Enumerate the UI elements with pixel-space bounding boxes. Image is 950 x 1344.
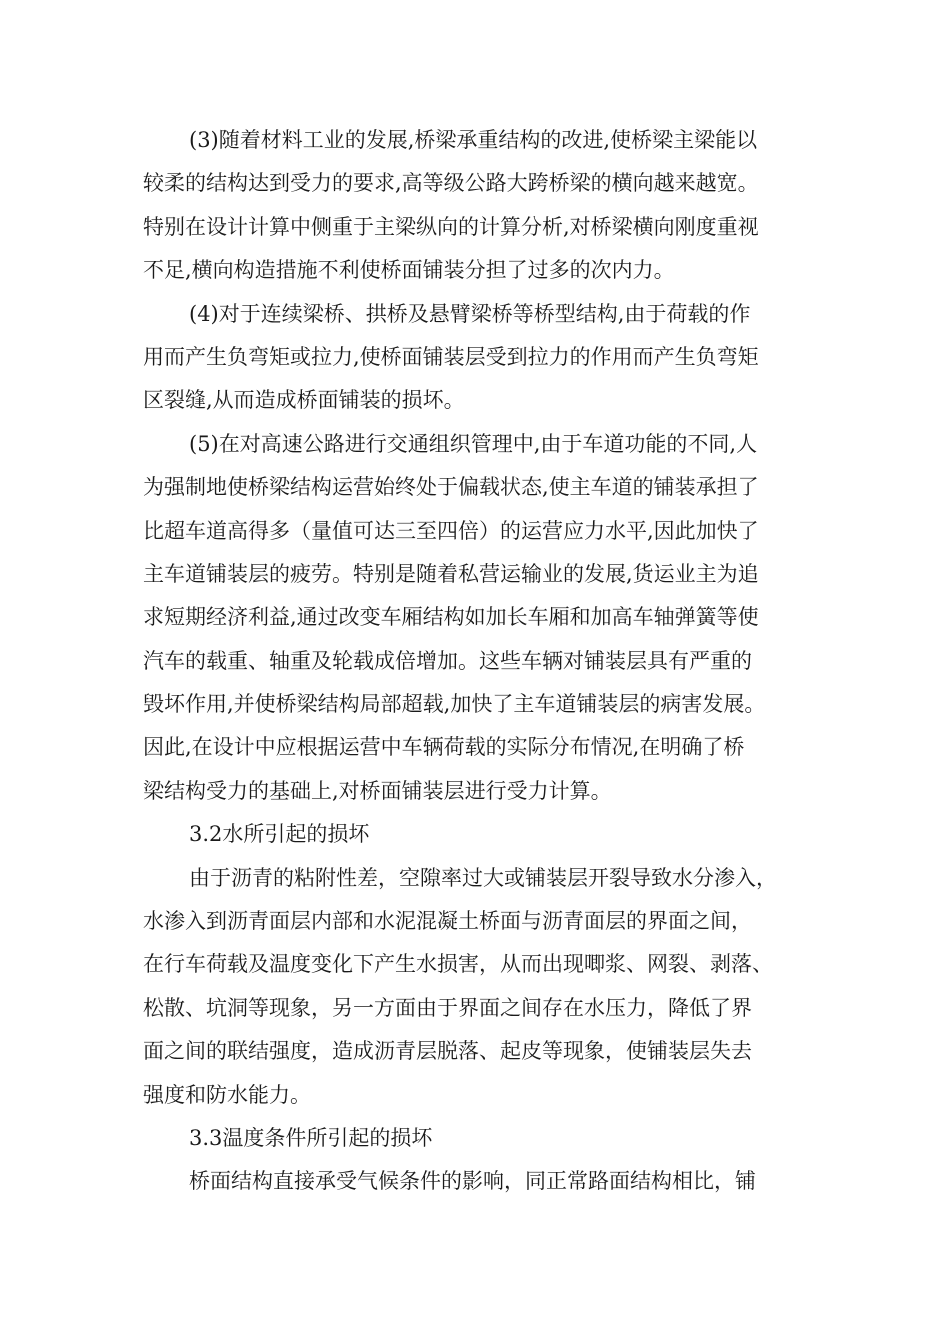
text-line: 水渗入到沥青面层内部和水泥混凝土桥面与沥青面层的界面之间， — [143, 909, 752, 934]
text-line: 3.2水所引起的损坏 — [189, 822, 370, 847]
text-line: 松散、坑洞等现象，另一方面由于界面之间存在水压力，降低了界 — [143, 995, 752, 1020]
text-line: 3.3温度条件所引起的损坏 — [189, 1125, 433, 1150]
text-line: 因此,在设计中应根据运营中车辆荷载的实际分布情况,在明确了桥 — [143, 735, 745, 760]
text-line: (3)随着材料工业的发展,桥梁承重结构的改进,使桥梁主梁能以 — [189, 128, 758, 152]
text-line: 由于沥青的粘附性差，空隙率过大或铺装层开裂导致水分渗入， — [189, 865, 777, 890]
text-line: 区裂缝,从而造成桥面铺装的损坏。 — [143, 388, 465, 413]
text-line: 特别在设计计算中侧重于主梁纵向的计算分析,对桥梁横向刚度重视 — [143, 214, 759, 239]
text-line: (4)对于连续梁桥、拱桥及悬臂梁桥等桥型结构,由于荷载的作 — [189, 301, 751, 326]
document-body — [143, 119, 808, 1204]
text-line: 梁结构受力的基础上,对桥面铺装层进行受力计算。 — [143, 778, 612, 803]
text-line: 强度和防水能力。 — [143, 1082, 311, 1107]
text-line: 求短期经济利益,通过改变车厢结构如加长车厢和加高车轴弹簧等使 — [143, 605, 759, 630]
text-line: 比超车道高得多（量值可达三至四倍）的运营应力水平,因此加快了 — [143, 518, 759, 543]
text-line: 为强制地使桥梁结构运营始终处于偏载状态,使主车道的铺装承担了 — [143, 475, 759, 500]
text-line: 主车道铺装层的疲劳。特别是随着私营运输业的发展,货运业主为追 — [143, 561, 759, 586]
text-line: 汽车的载重、轴重及轮载成倍增加。这些车辆对铺装层具有严重的 — [143, 648, 752, 673]
text-line: 在行车荷载及温度变化下产生水损害，从而出现唧浆、网裂、剥落、 — [143, 952, 773, 977]
text-line: 不足,横向构造措施不利使桥面铺装分担了过多的次内力。 — [143, 258, 675, 283]
text-line: 面之间的联结强度，造成沥青层脱落、起皮等现象，使铺装层失去 — [143, 1039, 752, 1064]
text-line: 用而产生负弯矩或拉力,使桥面铺装层受到拉力的作用而产生负弯矩 — [143, 344, 759, 369]
text-line: 桥面结构直接承受气候条件的影响，同正常路面结构相比，铺 — [189, 1169, 756, 1194]
text-line: (5)在对高速公路进行交通组织管理中,由于车道功能的不同,人 — [189, 431, 758, 456]
text-line: 较柔的结构达到受力的要求,高等级公路大跨桥梁的横向越来越宽。 — [143, 171, 759, 196]
text-line: 毁坏作用,并使桥梁结构局部超载,加快了主车道铺装层的病害发展。 — [143, 692, 766, 717]
